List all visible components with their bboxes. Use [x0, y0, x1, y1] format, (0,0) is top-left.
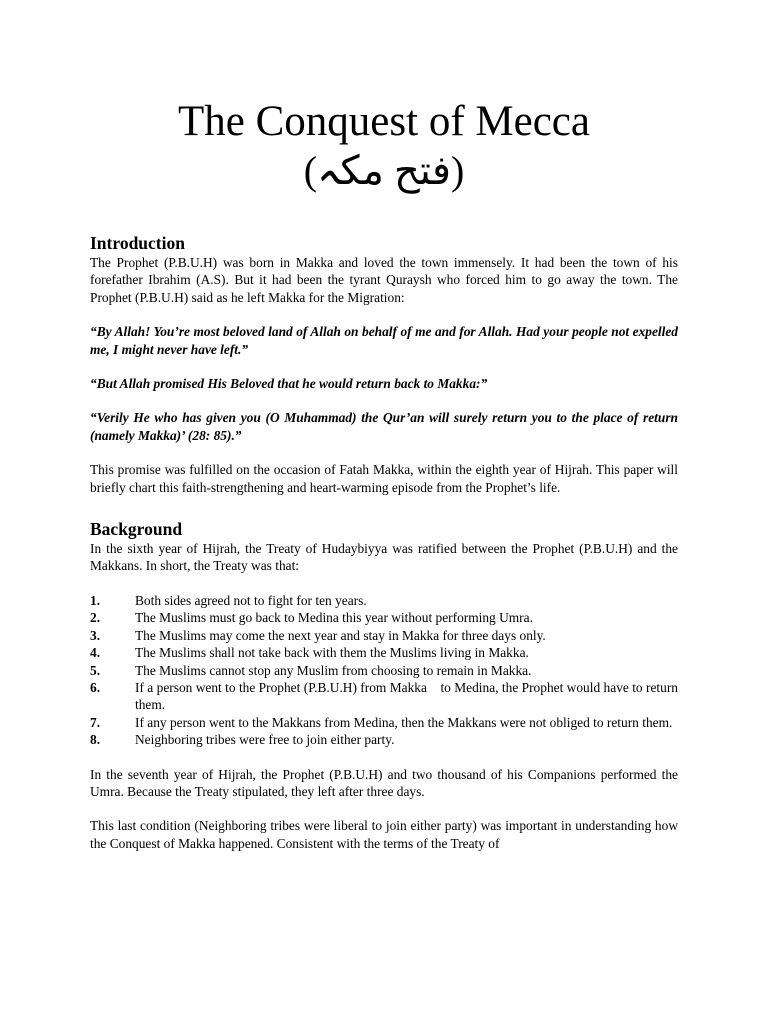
- list-item: [90, 731, 678, 748]
- quote-paragraph: “Verily He who has given you (O Muhammad) the Qur’an will surely return you to the place of return (namely Makka)’ (28: 85).”: [90, 410, 678, 443]
- quote-paragraph: “By Allah! You’re most beloved land of Allah on behalf of me and for Allah. Had your people not expelled me, I might never have left.”: [90, 324, 678, 357]
- treaty-terms-list: [90, 592, 682, 749]
- paragraph: In the seventh year of Hijrah, the Prophet (P.B.U.H) and two thousand of his Companions performed the Umra. Because the Treaty stipulated, they left after three days.: [90, 766, 678, 799]
- paragraph: In the sixth year of Hijrah, the Treaty of Hudaybiyya was ratified between the Prophet (P.B.U.H) and the Makkans. In short, the Treaty was that:: [90, 541, 678, 574]
- list-text: If a person went to the Prophet (P.B.U.H) from Makka to Medina, the Prophet would have to return them.: [135, 679, 682, 713]
- list-item: [90, 609, 678, 626]
- document-subtitle-arabic: (فتح مکہ): [303, 148, 465, 193]
- section-background: [90, 518, 682, 852]
- section-heading: Introduction: [90, 233, 185, 253]
- list-number: 4.: [90, 645, 101, 661]
- list-text: Neighboring tribes were free to join either party.: [135, 732, 395, 748]
- section-heading: Background: [90, 519, 183, 540]
- list-number: 5.: [90, 662, 101, 678]
- paragraph: The Prophet (P.B.U.H) was born in Makka and loved the town immensely. It had been the town of his forefather Ibrahim (A.S). But it had been the tyrant Quraysh who forced him to go away the town. The Prophet (P.B.U.H) said as he left Makka for the Migration:: [90, 255, 678, 305]
- list-number: 3.: [90, 627, 101, 643]
- paragraph: This last condition (Neighboring tribes were liberal to join either party) was important in understanding how the Conquest of Makka happened. Consistent with the terms of the Treaty of: [90, 818, 678, 851]
- list-number: 6.: [90, 679, 101, 695]
- list-number: 1.: [90, 592, 101, 608]
- list-text: If any person went to the Makkans from Medina, then the Makkans were not obliged to return them.: [135, 714, 673, 730]
- quote-paragraph: “But Allah promised His Beloved that he would return back to Makka:”: [90, 376, 488, 392]
- list-text: The Muslims must go back to Medina this year without performing Umra.: [135, 610, 533, 626]
- list-number: 8.: [90, 732, 101, 748]
- list-item: [90, 662, 678, 679]
- list-text: The Muslims may come the next year and stay in Makka for three days only.: [135, 627, 546, 643]
- list-number: 7.: [90, 714, 101, 730]
- list-item: [90, 644, 678, 661]
- list-text: The Muslims cannot stop any Muslim from choosing to remain in Makka.: [135, 662, 532, 678]
- list-text: Both sides agreed not to fight for ten years.: [135, 592, 367, 608]
- paragraph: This promise was fulfilled on the occasion of Fatah Makka, within the eighth year of Hijrah. This paper will briefly chart this faith-strengthening and heart-warming episode from the Prophet’s life.: [90, 462, 678, 495]
- list-item: [90, 627, 678, 644]
- list-item: [90, 592, 678, 609]
- document-title: The Conquest of Mecca: [178, 98, 590, 145]
- list-item: [90, 679, 682, 714]
- document-page: [90, 96, 682, 852]
- list-text: The Muslims shall not take back with them the Muslims living in Makka.: [135, 645, 529, 661]
- section-introduction: [90, 232, 678, 496]
- list-item: [90, 714, 678, 731]
- list-number: 2.: [90, 610, 101, 626]
